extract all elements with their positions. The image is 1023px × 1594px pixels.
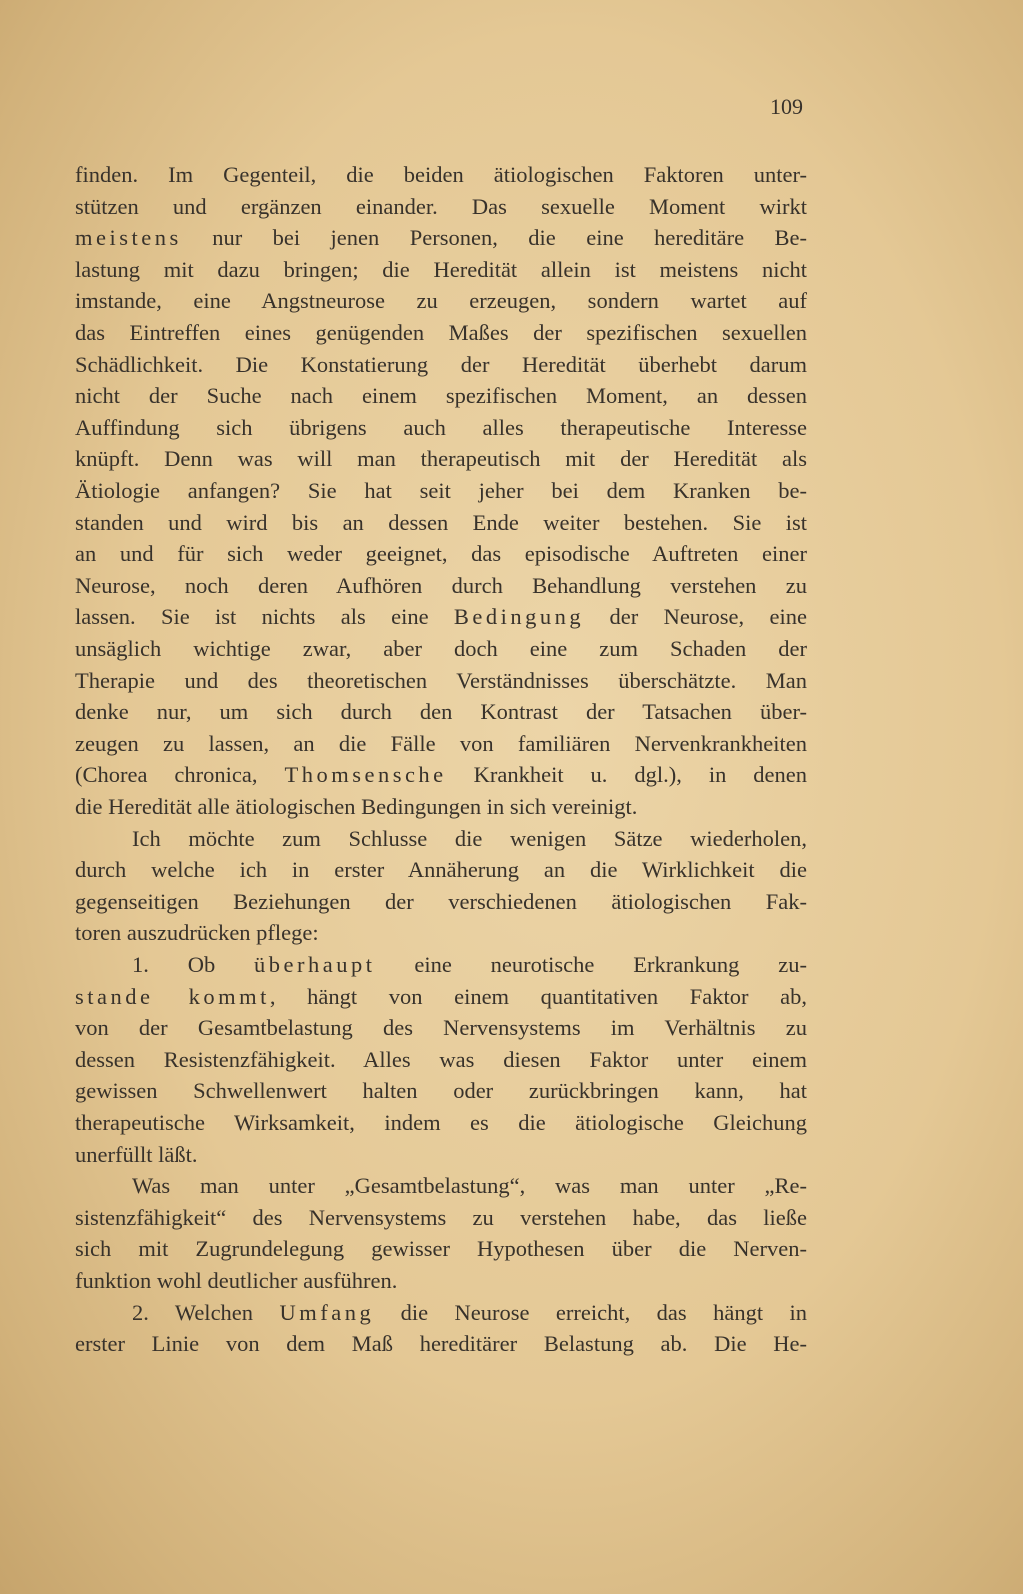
- text-segment: erster Linie von dem Maß hereditärer Belastung ab. Die He-: [75, 1331, 807, 1357]
- text-segment: , hängt von einem quantitativen Faktor ab,: [269, 983, 807, 1009]
- text-segment: lassen. Sie ist nichts als eine: [75, 604, 454, 630]
- text-segment: therapeutische Wirksamkeit, indem es die ätiologische Gleichung: [75, 1110, 807, 1135]
- text-segment: (Chorea chronica,: [75, 762, 285, 788]
- spaced-emphasis: Umfang: [279, 1299, 375, 1325]
- spaced-emphasis: überhaupt: [254, 952, 376, 977]
- text-segment: funktion wohl deutlicher ausführen.: [75, 1268, 398, 1293]
- text-segment: die Heredität alle ätiologischen Bedingungen in sich vereinigt.: [75, 794, 638, 819]
- text-line: [75, 602, 807, 632]
- text-segment: knüpft. Denn was will man therapeutisch mit der Heredität als: [75, 446, 807, 472]
- text-line: [75, 1140, 807, 1170]
- text-line: [75, 982, 807, 1012]
- text-line: [75, 255, 807, 285]
- text-segment: sich mit Zugrundelegung gewisser Hypothesen über die Nerven-: [75, 1236, 807, 1262]
- text-segment: nur bei jenen Personen, die eine hereditäre Be-: [181, 225, 807, 251]
- text-segment: imstande, eine Angstneurose zu erzeugen, sondern wartet auf: [75, 288, 807, 314]
- spaced-emphasis: Thomsensche: [284, 762, 447, 788]
- text-line: [75, 381, 807, 411]
- text-line: [75, 855, 807, 885]
- text-line: [75, 1108, 807, 1138]
- text-line: [75, 1076, 807, 1106]
- text-segment: Auffindung sich übrigens auch alles therapeutische Interesse: [75, 414, 807, 440]
- text-line: [75, 318, 807, 348]
- spaced-emphasis: meistens: [75, 225, 182, 251]
- text-segment: an und für sich weder geeignet, das episodische Auftreten einer: [75, 541, 807, 567]
- text-line: [75, 1045, 807, 1075]
- text-segment: 2. Welchen: [132, 1299, 280, 1325]
- spaced-emphasis: Bedingung: [453, 604, 585, 630]
- text-segment: Krankheit u. dgl.), in denen: [446, 762, 807, 788]
- text-line: [75, 634, 807, 664]
- text-line: [75, 192, 807, 222]
- text-segment: unsäglich wichtige zwar, aber doch eine zum Schaden der: [75, 636, 807, 661]
- text-line: [75, 1329, 807, 1359]
- text-line: [75, 1203, 807, 1233]
- text-line: [75, 571, 807, 601]
- text-line: [75, 697, 807, 727]
- text-line: [132, 1298, 807, 1328]
- text-line: [75, 1013, 807, 1043]
- text-segment: finden. Im Gegenteil, die beiden ätiologischen Faktoren unter-: [75, 162, 807, 187]
- text-segment: die Neurose erreicht, das hängt in: [374, 1299, 807, 1325]
- text-segment: 1. Ob: [132, 952, 255, 977]
- text-segment: der Neurose, eine: [584, 604, 807, 630]
- text-line: [132, 824, 807, 854]
- text-line: [75, 350, 807, 380]
- text-segment: durch welche ich in erster Annäherung an die Wirklichkeit die: [75, 857, 807, 883]
- text-segment: Ich möchte zum Schlusse die wenigen Sätze wiederholen,: [132, 825, 807, 851]
- text-segment: Therapie und des theoretischen Verständnisses überschätzte. Man: [75, 667, 807, 693]
- text-segment: eine neurotische Erkrankung zu-: [375, 952, 807, 977]
- page-number: 109: [770, 94, 803, 119]
- text-segment: standen und wird bis an dessen Ende weiter bestehen. Sie ist: [75, 509, 807, 535]
- text-segment: unerfüllt läßt.: [75, 1141, 198, 1167]
- text-segment: von der Gesamtbelastung des Nervensystems im Verhältnis zu: [75, 1015, 807, 1041]
- text-line: [75, 160, 807, 190]
- text-segment: Was man unter „Gesamtbelastung“, was man unter „Re-: [132, 1173, 807, 1199]
- text-line: [75, 413, 807, 443]
- text-line: [75, 1234, 807, 1264]
- text-segment: Schädlichkeit. Die Konstatierung der Heredität überhebt darum: [75, 351, 807, 377]
- text-line: [75, 286, 807, 316]
- text-line: [75, 887, 807, 917]
- text-segment: denke nur, um sich durch den Kontrast der Tatsachen über-: [75, 699, 807, 725]
- text-line: [75, 476, 807, 506]
- text-line: [75, 918, 807, 948]
- text-segment: nicht der Suche nach einem spezifischen Moment, an dessen: [75, 383, 807, 409]
- text-line: [75, 508, 807, 538]
- text-segment: zeugen zu lassen, an die Fälle von familiären Nervenkrankheiten: [75, 730, 807, 756]
- text-line: [75, 1266, 807, 1296]
- text-line: [75, 444, 807, 474]
- text-segment: sistenzfähigkeit“ des Nervensystems zu verstehen habe, das ließe: [75, 1204, 807, 1230]
- text-segment: lastung mit dazu bringen; die Heredität allein ist meistens nicht: [75, 256, 807, 282]
- text-line: [132, 950, 807, 980]
- text-line: [75, 539, 807, 569]
- text-line: [75, 729, 807, 759]
- text-segment: gewissen Schwellenwert halten oder zurückbringen kann, hat: [75, 1078, 807, 1104]
- text-segment: Neurose, noch deren Aufhören durch Behandlung verstehen zu: [75, 572, 807, 598]
- text-segment: Ätiologie anfangen? Sie hat seit jeher bei dem Kranken be-: [75, 478, 807, 503]
- text-segment: stützen und ergänzen einander. Das sexuelle Moment wirkt: [75, 193, 807, 219]
- text-segment: dessen Resistenzfähigkeit. Alles was diesen Faktor unter einem: [75, 1046, 807, 1072]
- text-segment: das Eintreffen eines genügenden Maßes der spezifischen sexuellen: [75, 320, 807, 345]
- text-line: [75, 760, 807, 790]
- spaced-emphasis: stande kommt: [75, 983, 270, 1009]
- text-line: [75, 223, 807, 253]
- text-line: [132, 1171, 807, 1201]
- text-segment: toren auszudrücken pflege:: [75, 920, 319, 946]
- text-segment: gegenseitigen Beziehungen der verschiedenen ätiologischen Fak-: [75, 888, 807, 914]
- text-line: [75, 666, 807, 696]
- text-line: [75, 792, 807, 822]
